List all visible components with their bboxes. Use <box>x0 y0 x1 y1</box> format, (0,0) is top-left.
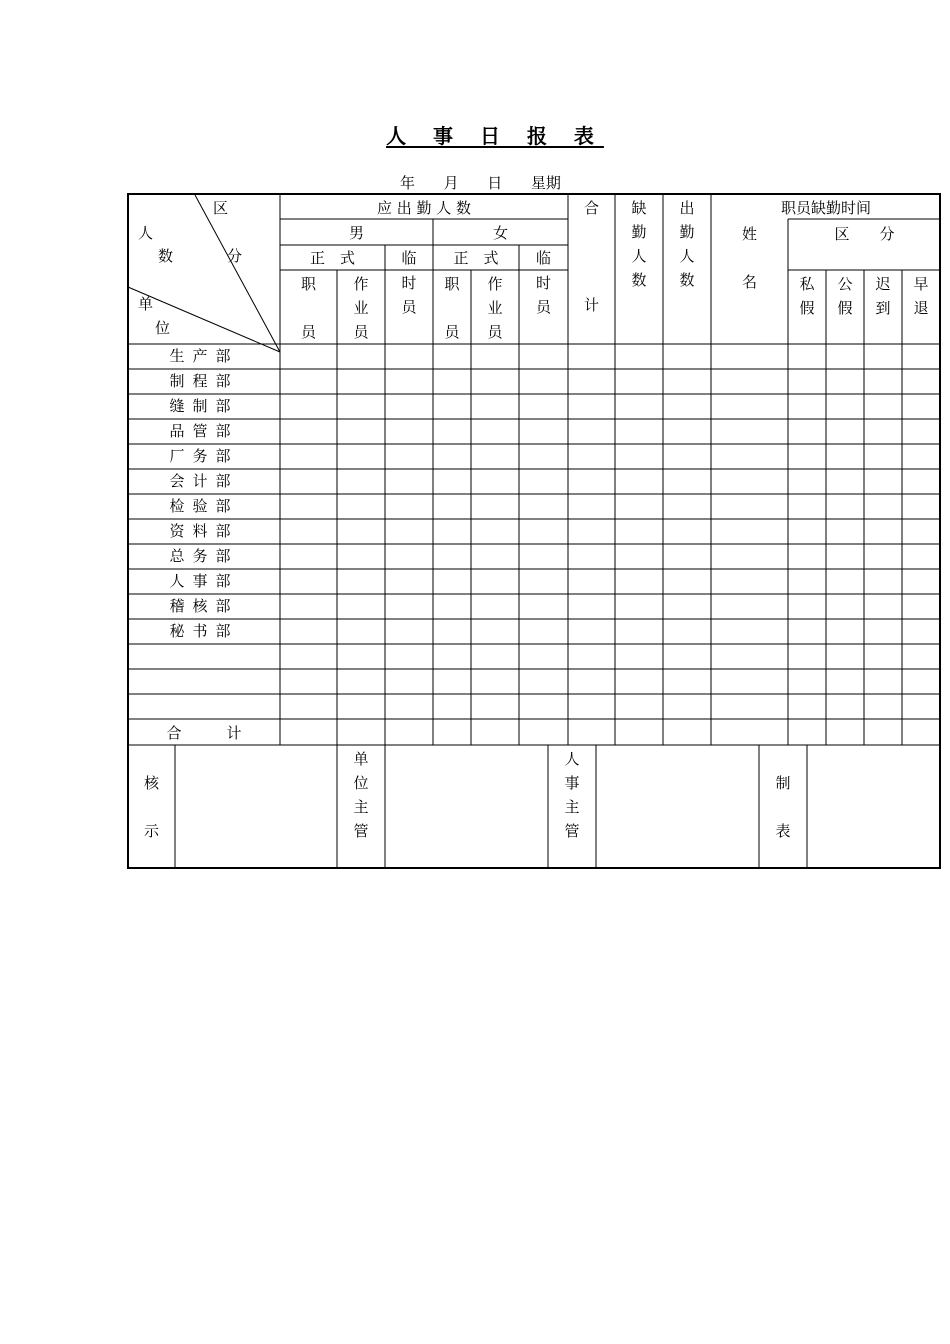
female-temp-2: 时 <box>535 274 551 292</box>
header-absent-1: 缺 <box>631 199 647 217</box>
footer-preparer-2: 表 <box>775 822 791 840</box>
corner-people: 人 <box>138 224 154 242</box>
header-male: 男 <box>348 224 364 242</box>
header-category: 区 分 <box>834 225 895 243</box>
unit-head-signature-field[interactable] <box>386 746 547 867</box>
female-temp-1: 临 <box>535 249 551 267</box>
header-present-2: 勤 <box>679 223 695 241</box>
female-temp-3: 员 <box>535 298 551 316</box>
male-worker-3: 员 <box>353 323 369 341</box>
dept-row-label: 检验部 <box>169 497 239 515</box>
corner-unit: 单 <box>138 295 154 313</box>
footer-hr-head-3: 主 <box>564 798 580 816</box>
male-temp-3: 员 <box>401 298 417 316</box>
type-official-2: 假 <box>837 299 853 317</box>
dept-row-label: 品管部 <box>169 422 239 440</box>
header-male-formal: 正 式 <box>309 249 355 267</box>
female-staff-1: 职 <box>444 275 460 293</box>
female-worker-2: 业 <box>487 299 503 317</box>
footer-unit-head-3: 主 <box>353 798 369 816</box>
footer-unit-head-4: 管 <box>353 822 369 840</box>
type-early-2: 退 <box>913 299 929 317</box>
female-worker-1: 作 <box>487 275 503 293</box>
female-staff-2: 员 <box>444 323 460 341</box>
type-late-1: 迟 <box>875 275 891 293</box>
date-line: 年 月 日 星期 <box>400 174 561 192</box>
header-absence-time: 职员缺勤时间 <box>780 199 871 217</box>
male-temp-2: 时 <box>401 274 417 292</box>
type-early-1: 早 <box>913 275 929 293</box>
corner-split: 分 <box>227 247 243 265</box>
footer-approve-2: 示 <box>143 822 159 840</box>
male-worker-1: 作 <box>353 275 369 293</box>
dept-row-label: 秘书部 <box>169 622 239 640</box>
type-late-2: 到 <box>875 299 891 317</box>
male-staff-1: 职 <box>300 275 316 293</box>
header-present-1: 出 <box>679 199 695 217</box>
dept-row-label: 厂务部 <box>169 447 239 465</box>
corner-area: 区 <box>213 199 229 217</box>
header-absent-4: 数 <box>631 271 647 289</box>
type-personal-1: 私 <box>799 275 815 293</box>
footer-hr-head-2: 事 <box>564 774 580 792</box>
approve-signature-field[interactable] <box>176 746 336 867</box>
corner-count: 数 <box>158 247 174 265</box>
header-name-1: 姓 <box>741 225 757 243</box>
header-present-4: 数 <box>679 271 695 289</box>
footer-unit-head-1: 单 <box>353 750 369 768</box>
header-total-1: 合 <box>583 199 599 217</box>
female-worker-3: 员 <box>487 323 503 341</box>
dept-row-label: 总务部 <box>169 547 239 565</box>
type-official-1: 公 <box>837 275 853 293</box>
dept-row-label: 制程部 <box>169 372 239 390</box>
dept-row-label: 会计部 <box>169 472 239 490</box>
male-temp-1: 临 <box>401 249 417 267</box>
male-worker-2: 业 <box>353 299 369 317</box>
footer-approve-1: 核 <box>143 774 159 792</box>
dept-row-label: 稽核部 <box>169 597 239 615</box>
dept-row-label: 缝制部 <box>169 397 239 415</box>
dept-row-label <box>128 694 280 719</box>
header-female-formal: 正 式 <box>453 249 499 267</box>
total-row-label: 合 计 <box>166 724 242 742</box>
preparer-signature-field[interactable] <box>808 746 940 867</box>
footer-hr-head-1: 人 <box>564 750 580 768</box>
type-personal-2: 假 <box>799 299 815 317</box>
header-total-2: 计 <box>583 296 599 314</box>
header-absent-2: 勤 <box>631 223 647 241</box>
dept-row-label: 人事部 <box>169 572 239 590</box>
corner-position: 位 <box>155 319 171 337</box>
header-present-3: 人 <box>679 247 695 265</box>
page-title: 人 事 日 报 表 <box>386 124 604 148</box>
header-female: 女 <box>492 224 508 242</box>
hr-head-signature-field[interactable] <box>597 746 758 867</box>
footer-hr-head-4: 管 <box>564 822 580 840</box>
dept-row-label <box>128 644 280 669</box>
header-absent-3: 人 <box>631 247 647 265</box>
footer-unit-head-2: 位 <box>353 774 369 792</box>
footer-preparer-1: 制 <box>775 774 791 792</box>
header-name-2: 名 <box>741 273 757 291</box>
header-expected: 应 出 勤 人 数 <box>376 199 472 217</box>
dept-row-label: 资料部 <box>169 522 239 540</box>
male-staff-2: 员 <box>300 323 316 341</box>
dept-row-label: 生产部 <box>169 347 239 365</box>
dept-row-label <box>128 669 280 694</box>
